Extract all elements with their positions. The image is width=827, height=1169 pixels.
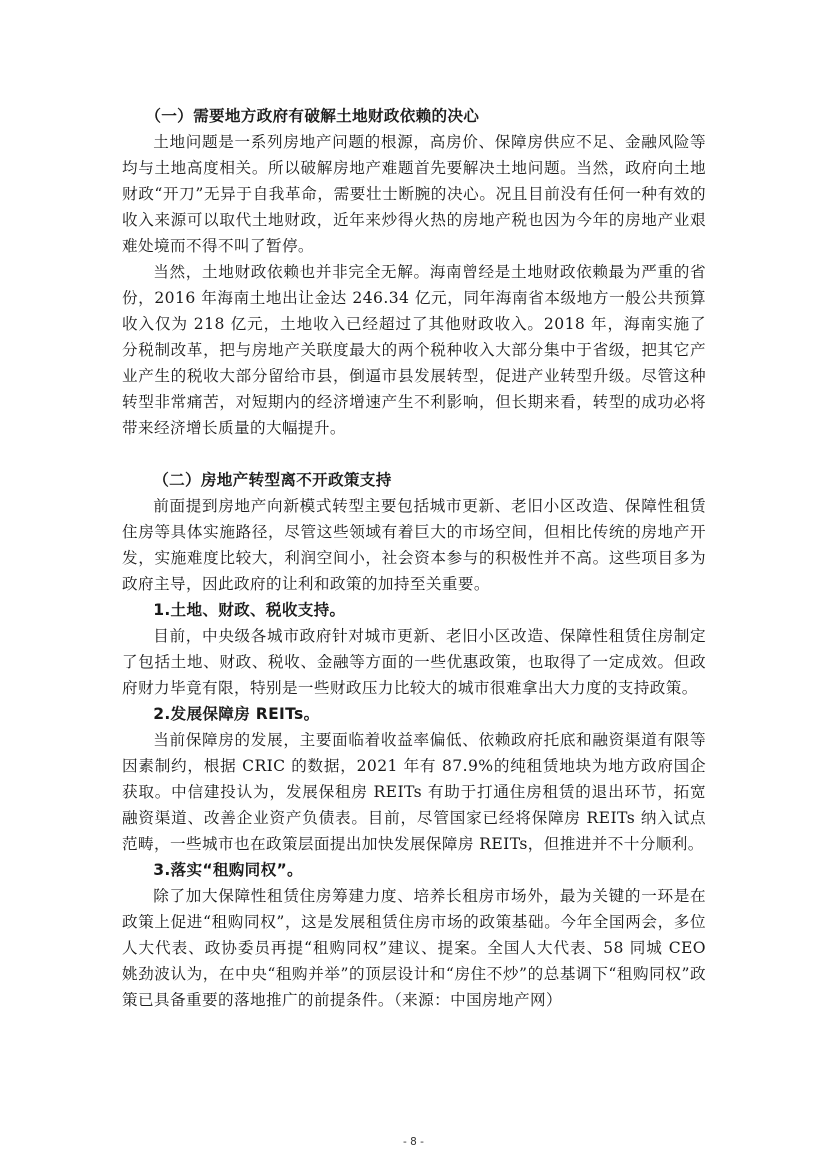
section-2-heading: （二）房地产转型离不开政策支持 (153, 471, 392, 489)
document-page (122, 103, 706, 1013)
item-3-text: 除了加大保障性租赁住房筹建力度、培养长租房市场外，最为关键的一环是在政策上促进“租购同权”，这是发展租赁住房市场的政策基础。今年全国两会，多位人大代表、政协委员再提“租购同权”建议、提案。全国人大代表、58 同城 CEO 姚劲波认为，在中央“租购并举”的顶层设计和“房住不炒”的总基调下“租购同权”政策已具备重要的落地推广的前提条件。（来源：中国房地产网） (122, 887, 706, 1009)
item-3-title: 3.落实“租购同权”。 (153, 861, 303, 879)
section-2-intro: 前面提到房地产向新模式转型主要包括城市更新、老旧小区改造、保障性租赁住房等具体实施路径，尽管这些领域有着巨大的市场空间，但相比传统的房地产开发，实施难度比较大，利润空间小，社会资本参与的积极性并不高。这些项目多为政府主导，因此政府的让利和政策的加持至关重要。 (122, 497, 706, 593)
section-spacer (122, 441, 706, 467)
item-1-title: 1.土地、财政、税收支持。 (153, 601, 346, 619)
item-2-text: 当前保障房的发展，主要面临着收益率偏低、依赖政府托底和融资渠道有限等因素制约，根据 CRIC 的数据，2021 年有 87.9%的纯租赁地块为地方政府国企获取。中信建投认为，发展保租房 REITs 有助于打通住房租赁的退出环节，拓宽融资渠道、改善企业资产负债表。目前，尽管国家已经将保障房 REITs 纳入试点范畴，一些城市也在政策层面提出加快发展保障房 REITs，但推进并不十分顺利。 (122, 731, 706, 853)
section-1-paragraph-2: 当然，土地财政依赖也并非完全无解。海南曾经是土地财政依赖最为严重的省份，2016 年海南土地出让金达 246.34 亿元，同年海南省本级地方一般公共预算收入仅为 218 亿元，土地收入已经超过了其他财政收入。2018 年，海南实施了分税制改革，把与房地产关联度最大的两个税种收入大部分集中于省级，把其它产业产生的税收大部分留给市县，倒逼市县发展转型，促进产业转型升级。尽管这种转型非常痛苦，对短期内的经济增速产生不利影响，但长期来看，转型的成功必将带来经济增长质量的大幅提升。 (122, 263, 706, 437)
section-1-paragraph-1: 土地问题是一系列房地产问题的根源，高房价、保障房供应不足、金融风险等均与土地高度相关。所以破解房地产难题首先要解决土地问题。当然，政府向土地财政“开刀”无异于自我革命，需要壮士断腕的决心。况且目前没有任何一种有效的收入来源可以取代土地财政，近年来炒得火热的房地产税也因为今年的房地产业艰难处境而不得不叫了暂停。 (122, 133, 706, 255)
item-2-title: 2.发展保障房 REITs。 (153, 705, 320, 723)
section-1-heading: （一）需要地方政府有破解土地财政依赖的决心 (145, 107, 480, 125)
item-1-text: 目前，中央级各城市政府针对城市更新、老旧小区改造、保障性租赁住房制定了包括土地、财政、税收、金融等方面的一些优惠政策，也取得了一定成效。但政府财力毕竟有限，特别是一些财政压力比较大的城市很难拿出大力度的支持政策。 (122, 627, 706, 697)
page-number: - 8 - (403, 1136, 424, 1148)
